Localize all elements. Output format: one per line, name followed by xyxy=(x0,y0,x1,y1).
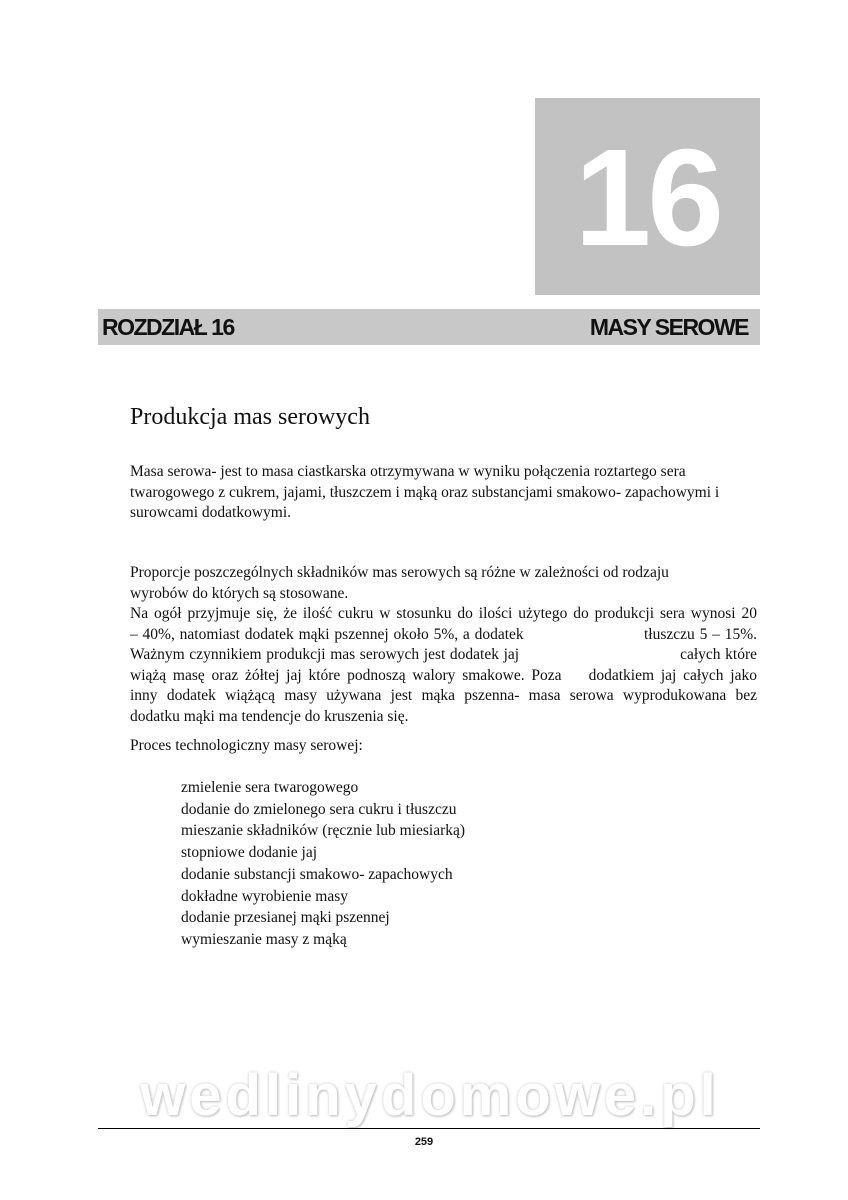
text-line: wyrobów do których są stosowane. xyxy=(130,584,349,602)
page-number: 259 xyxy=(414,1136,434,1148)
text-line: wiążą masę oraz żółtej jaj które podnoszą walory smakowe. Poza dodatkiem jaj całych jako xyxy=(130,666,757,684)
list-item: dodanie do zmielonego sera cukru i tłuszczu xyxy=(181,800,457,818)
text-line: Ważnym czynnikiem produkcji mas serowych jest dodatek jaj całych które xyxy=(130,646,757,663)
list-item: dokładne wyrobienie masy xyxy=(181,887,349,905)
footer-rule xyxy=(98,1128,760,1129)
list-item: zmielenie sera twarogowego xyxy=(181,779,359,796)
list-item: dodanie substancji smakowo- zapachowych xyxy=(181,865,453,883)
chapter-number: 16 xyxy=(574,121,720,275)
chapter-number-box xyxy=(535,98,760,295)
chapter-title: MASY SEROWE xyxy=(589,314,748,340)
process-intro: Proces technologiczny masy serowej: xyxy=(130,737,363,754)
chapter-label: ROZDZIAŁ 16 xyxy=(102,314,234,340)
text-line: twarogowego z cukrem, jajami, tłuszczem i mąką oraz substancjami smakowo- zapachowymi i xyxy=(130,483,720,501)
watermark: wedlinydomowe.pl xyxy=(140,1063,720,1128)
text-line: Masa serowa- jest to masa ciastkarska otrzymywana w wyniku połączenia roztartego sera xyxy=(130,463,686,480)
chapter-band xyxy=(98,309,760,345)
text-line: dodatku mąki ma tendencje do kruszenia się. xyxy=(130,707,409,725)
text-line: Proporcje poszczególnych składników mas serowych są różne w zależności od rodzaju xyxy=(130,564,669,581)
text-line: Na ogół przyjmuje się, że ilość cukru w stosunku do ilości użytego do produkcji sera wynosi 20 xyxy=(130,605,757,622)
list-item: dodanie przesianej mąki pszennej xyxy=(181,909,390,927)
paragraph-proportions xyxy=(130,563,757,727)
list-item: stopniowe dodanie jaj xyxy=(181,844,318,862)
section-heading: Produkcja mas serowych xyxy=(130,404,370,430)
list-item: mieszanie składników (ręcznie lub miesiarką) xyxy=(181,822,466,840)
paragraph-definition xyxy=(130,462,757,524)
text-line: inny dodatek wiążącą masy używana jest mąka pszenna- masa serowa wyprodukowana bez xyxy=(130,687,757,704)
process-steps-list xyxy=(181,777,465,951)
text-line: surowcami dodatkowymi. xyxy=(130,504,292,521)
list-item: wymieszanie masy z mąką xyxy=(181,930,347,948)
text-line: – 40%, natomiast dodatek mąki pszennej około 5%, a dodatek tłuszczu 5 – 15%. xyxy=(130,625,757,643)
